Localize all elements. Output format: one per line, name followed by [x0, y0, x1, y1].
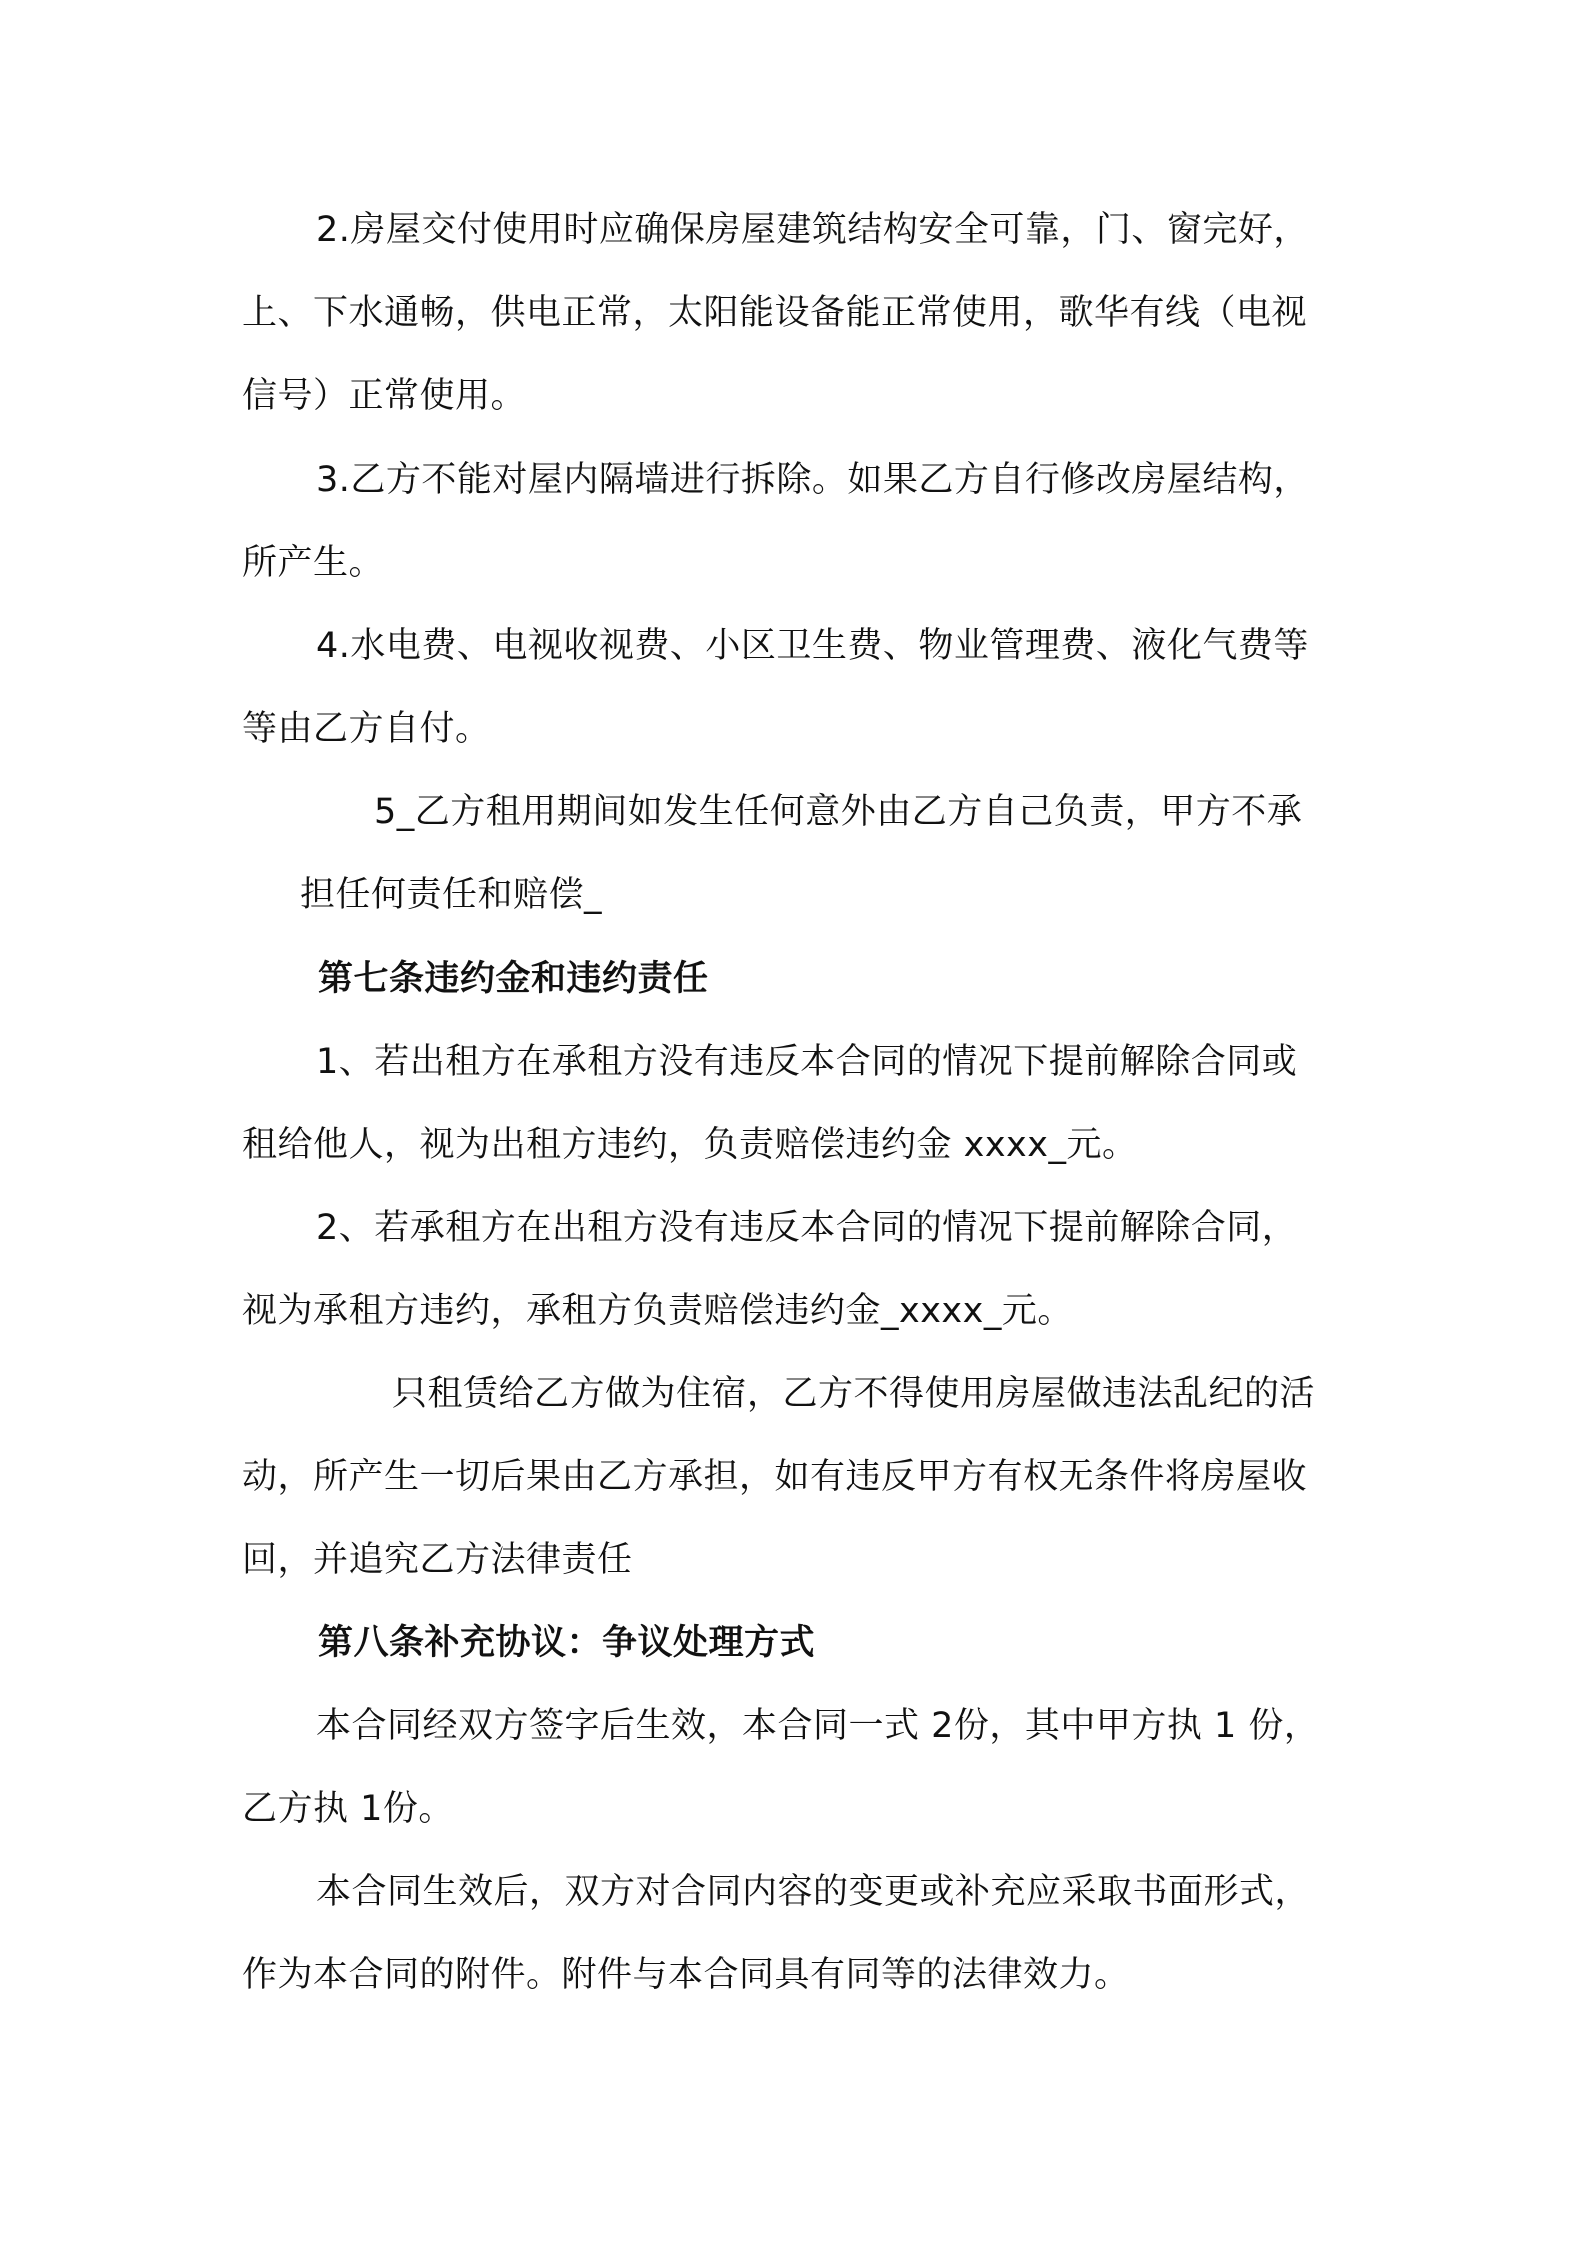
clause-3-line-2: 所产生。: [242, 543, 385, 583]
article-8-para-1-line-1: 本合同经双方签字后生效，本合同一式 2份，其中甲方执 1 份，: [316, 1706, 1320, 1746]
article-8-heading: 第八条补充协议：争议处理方式: [318, 1623, 816, 1663]
clause-4-line-2: 等由乙方自付。: [242, 709, 491, 749]
article-7-item-1-line-1: 1、若出租方在承租方没有违反本合同的情况下提前解除合同或: [316, 1042, 1298, 1082]
article-7-note-line-1: 只租赁给乙方做为住宿，乙方不得使用房屋做违法乱纪的活: [392, 1374, 1316, 1414]
clause-2-line-2: 上、下水通畅，供电正常，太阳能设备能正常使用，歌华有线（电视: [242, 293, 1308, 333]
clause-5-line-1: 5_乙方租用期间如发生任何意外由乙方自己负责，甲方不承: [374, 792, 1303, 832]
article-7-item-2-line-1: 2、若承租方在出租方没有违反本合同的情况下提前解除合同，: [316, 1208, 1298, 1248]
clause-4-line-1: 4.水电费、电视收视费、小区卫生费、物业管理费、液化气费等: [316, 626, 1309, 666]
article-7-item-1-line-2: 租给他人，视为出租方违约，负责赔偿违约金 xxxx_元。: [242, 1125, 1138, 1165]
clause-3-line-1: 3.乙方不能对屋内隔墙进行拆除。如果乙方自行修改房屋结构，: [316, 460, 1309, 500]
article-7-heading: 第七条违约金和违约责任: [318, 959, 709, 999]
clause-5-line-2: 担任何责任和赔偿_: [300, 875, 603, 915]
article-7-item-2-line-2: 视为承租方违约，承租方负责赔偿违约金_xxxx_元。: [242, 1291, 1073, 1331]
article-8-para-1-line-2: 乙方执 1份。: [242, 1789, 454, 1829]
article-8-para-2-line-2: 作为本合同的附件。附件与本合同具有同等的法律效力。: [242, 1955, 1130, 1995]
clause-2-line-1: 2.房屋交付使用时应确保房屋建筑结构安全可靠，门、窗完好，: [316, 210, 1309, 250]
article-8-para-2-line-1: 本合同生效后，双方对合同内容的变更或补充应采取书面形式，: [316, 1872, 1311, 1912]
clause-2-line-3: 信号）正常使用。: [242, 376, 527, 416]
article-7-note-line-2: 动，所产生一切后果由乙方承担，如有违反甲方有权无条件将房屋收: [242, 1457, 1308, 1497]
article-7-note-line-3: 回，并追究乙方法律责任: [242, 1540, 633, 1580]
